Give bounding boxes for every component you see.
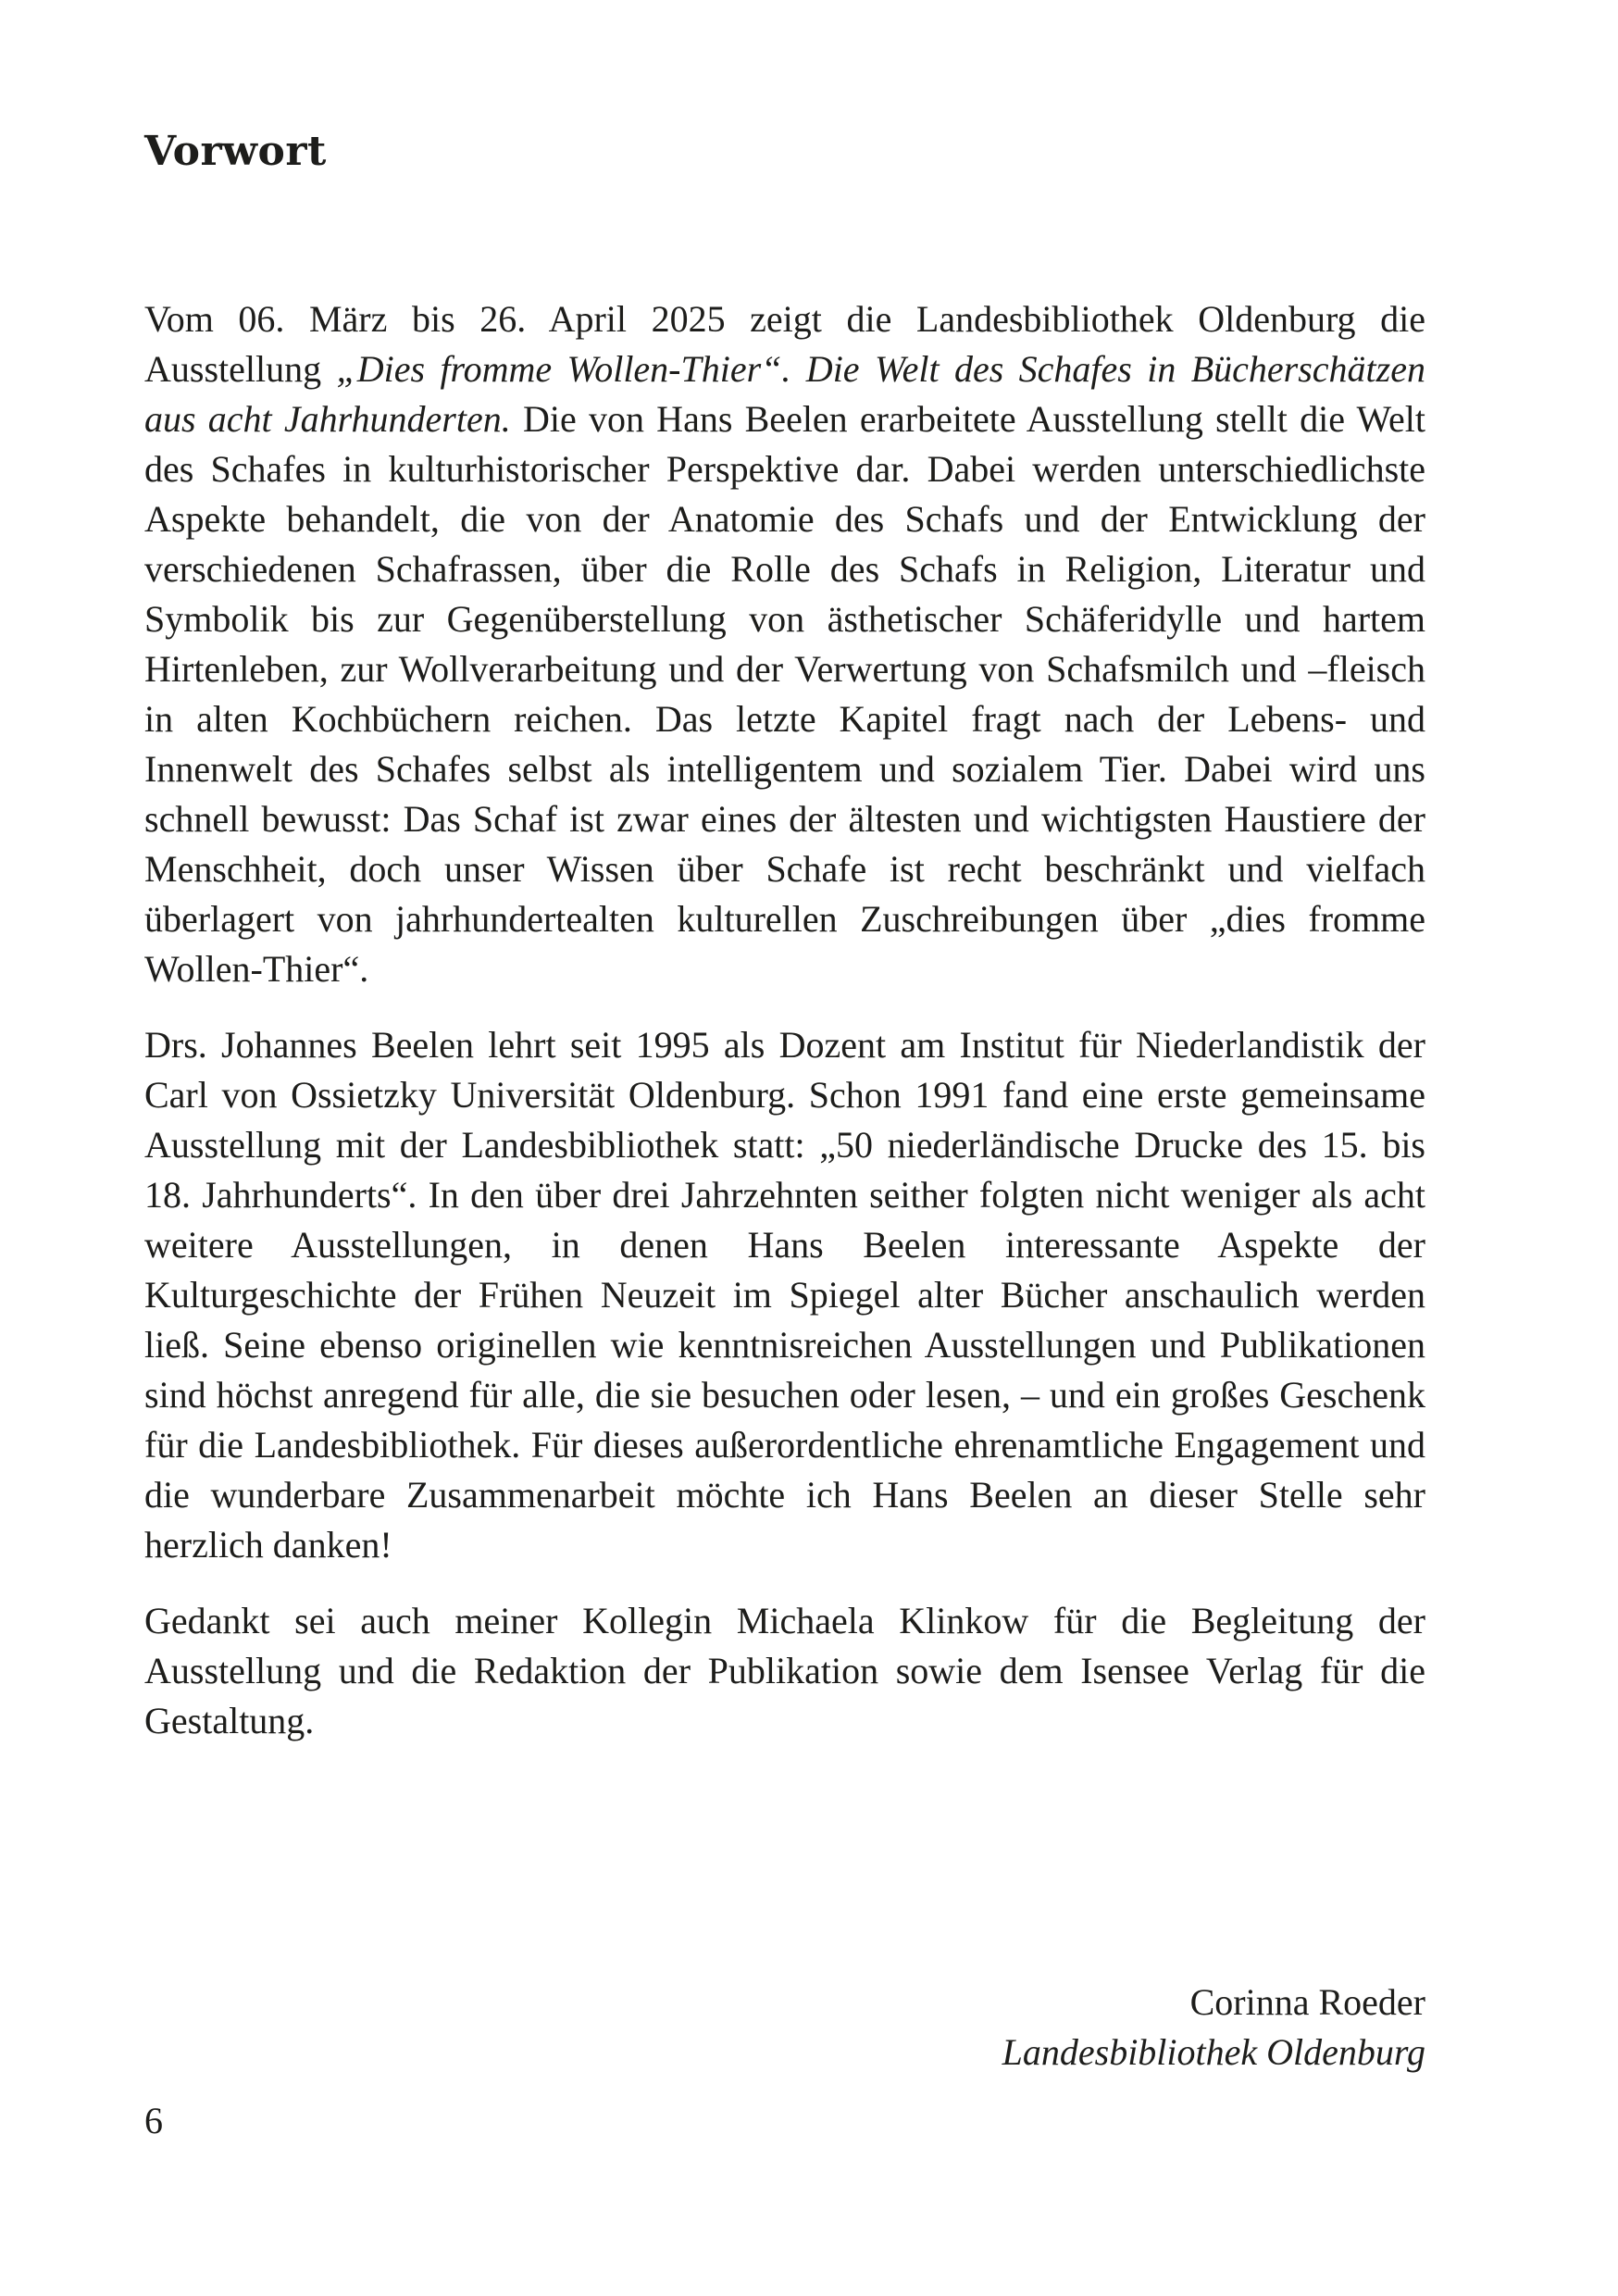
page-title: Vorwort	[144, 128, 327, 175]
paragraph-acknowledgements: Gedankt sei auch meiner Kollegin Michaela Klinkow für die Begleitung der Ausstellung und die Redaktion der Publikation sowie dem Isensee Verlag für die Gestaltung.	[144, 1600, 1425, 1741]
page-number: 6	[144, 2100, 163, 2141]
paragraph-author: Drs. Johannes Beelen lehrt seit 1995 als Dozent am Institut für Niederlandistik der Carl von Ossietzky Universität Oldenburg. Schon 1991 fand eine erste gemeinsame Ausstellung mit der Landesbibliothek statt: „50 niederländische Drucke des 15. bis 18. Jahrhunderts“. In den über drei Jahrzehnten seither folgten nicht weniger als acht weitere Ausstellungen, in denen Hans Beelen interessante Aspekte der Kulturgeschichte der Frühen Neuzeit im Spiegel alter Bücher anschaulich werden ließ. Seine ebenso originellen wie kenntnisreichen Ausstellungen und Publikationen sind höchst anregend für alle, die sie besuchen oder lesen, – und ein großes Geschenk für die Landesbibliothek. Für dieses außerordentliche ehrenamtliche Engagement und die wunderbare Zusammenarbeit möchte ich Hans Beelen an dieser Stelle sehr herzlich danken!	[144, 1024, 1425, 1566]
exhibition-title: „Dies fromme Wollen-Thier“. Die Welt des Schafes in Bücherschätzen aus acht Jahrhunderten.	[144, 348, 1425, 440]
paragraph-intro-rest: Die von Hans Beelen erarbeitete Ausstellung stellt die Welt des Schafes in kulturhistorischer Perspektive dar. Dabei werden unterschiedlichste Aspekte behandelt, die von der Anatomie des Schafs und der Entwicklung der verschiedenen Schafrassen, über die Rolle des Schafs in Religion, Literatur und Symbolik bis zur Gegenüberstellung von ästhetischer Schäferidylle und hartem Hirtenleben, zur Wollverarbeitung und der Verwertung von Schafsmilch und –fleisch in alten Kochbüchern reichen. Das letzte Kapitel fragt nach der Lebens- und Innenwelt des Schafes selbst als intelligentem und sozialem Tier. Dabei wird uns schnell bewusst: Das Schaf ist zwar eines der ältesten und wichtigsten Haustiere der Menschheit, doch unser Wissen über Schafe ist recht beschränkt und vielfach überlagert von jahrhundertealten kulturellen Zuschreibungen über „dies fromme Wollen-Thier“.	[144, 398, 1425, 990]
paragraph-intro	[144, 294, 1425, 994]
signature-name: Corinna Roeder	[1189, 1981, 1425, 2023]
body-text	[144, 294, 1425, 1772]
signature	[1002, 1978, 1425, 2078]
paragraph-intro-lead: Vom 06. März bis 26. April 2025 zeigt die Landesbibliothek Oldenburg die Ausstellung	[144, 298, 1425, 390]
signature-affiliation: Landesbibliothek Oldenburg	[1002, 2031, 1425, 2073]
